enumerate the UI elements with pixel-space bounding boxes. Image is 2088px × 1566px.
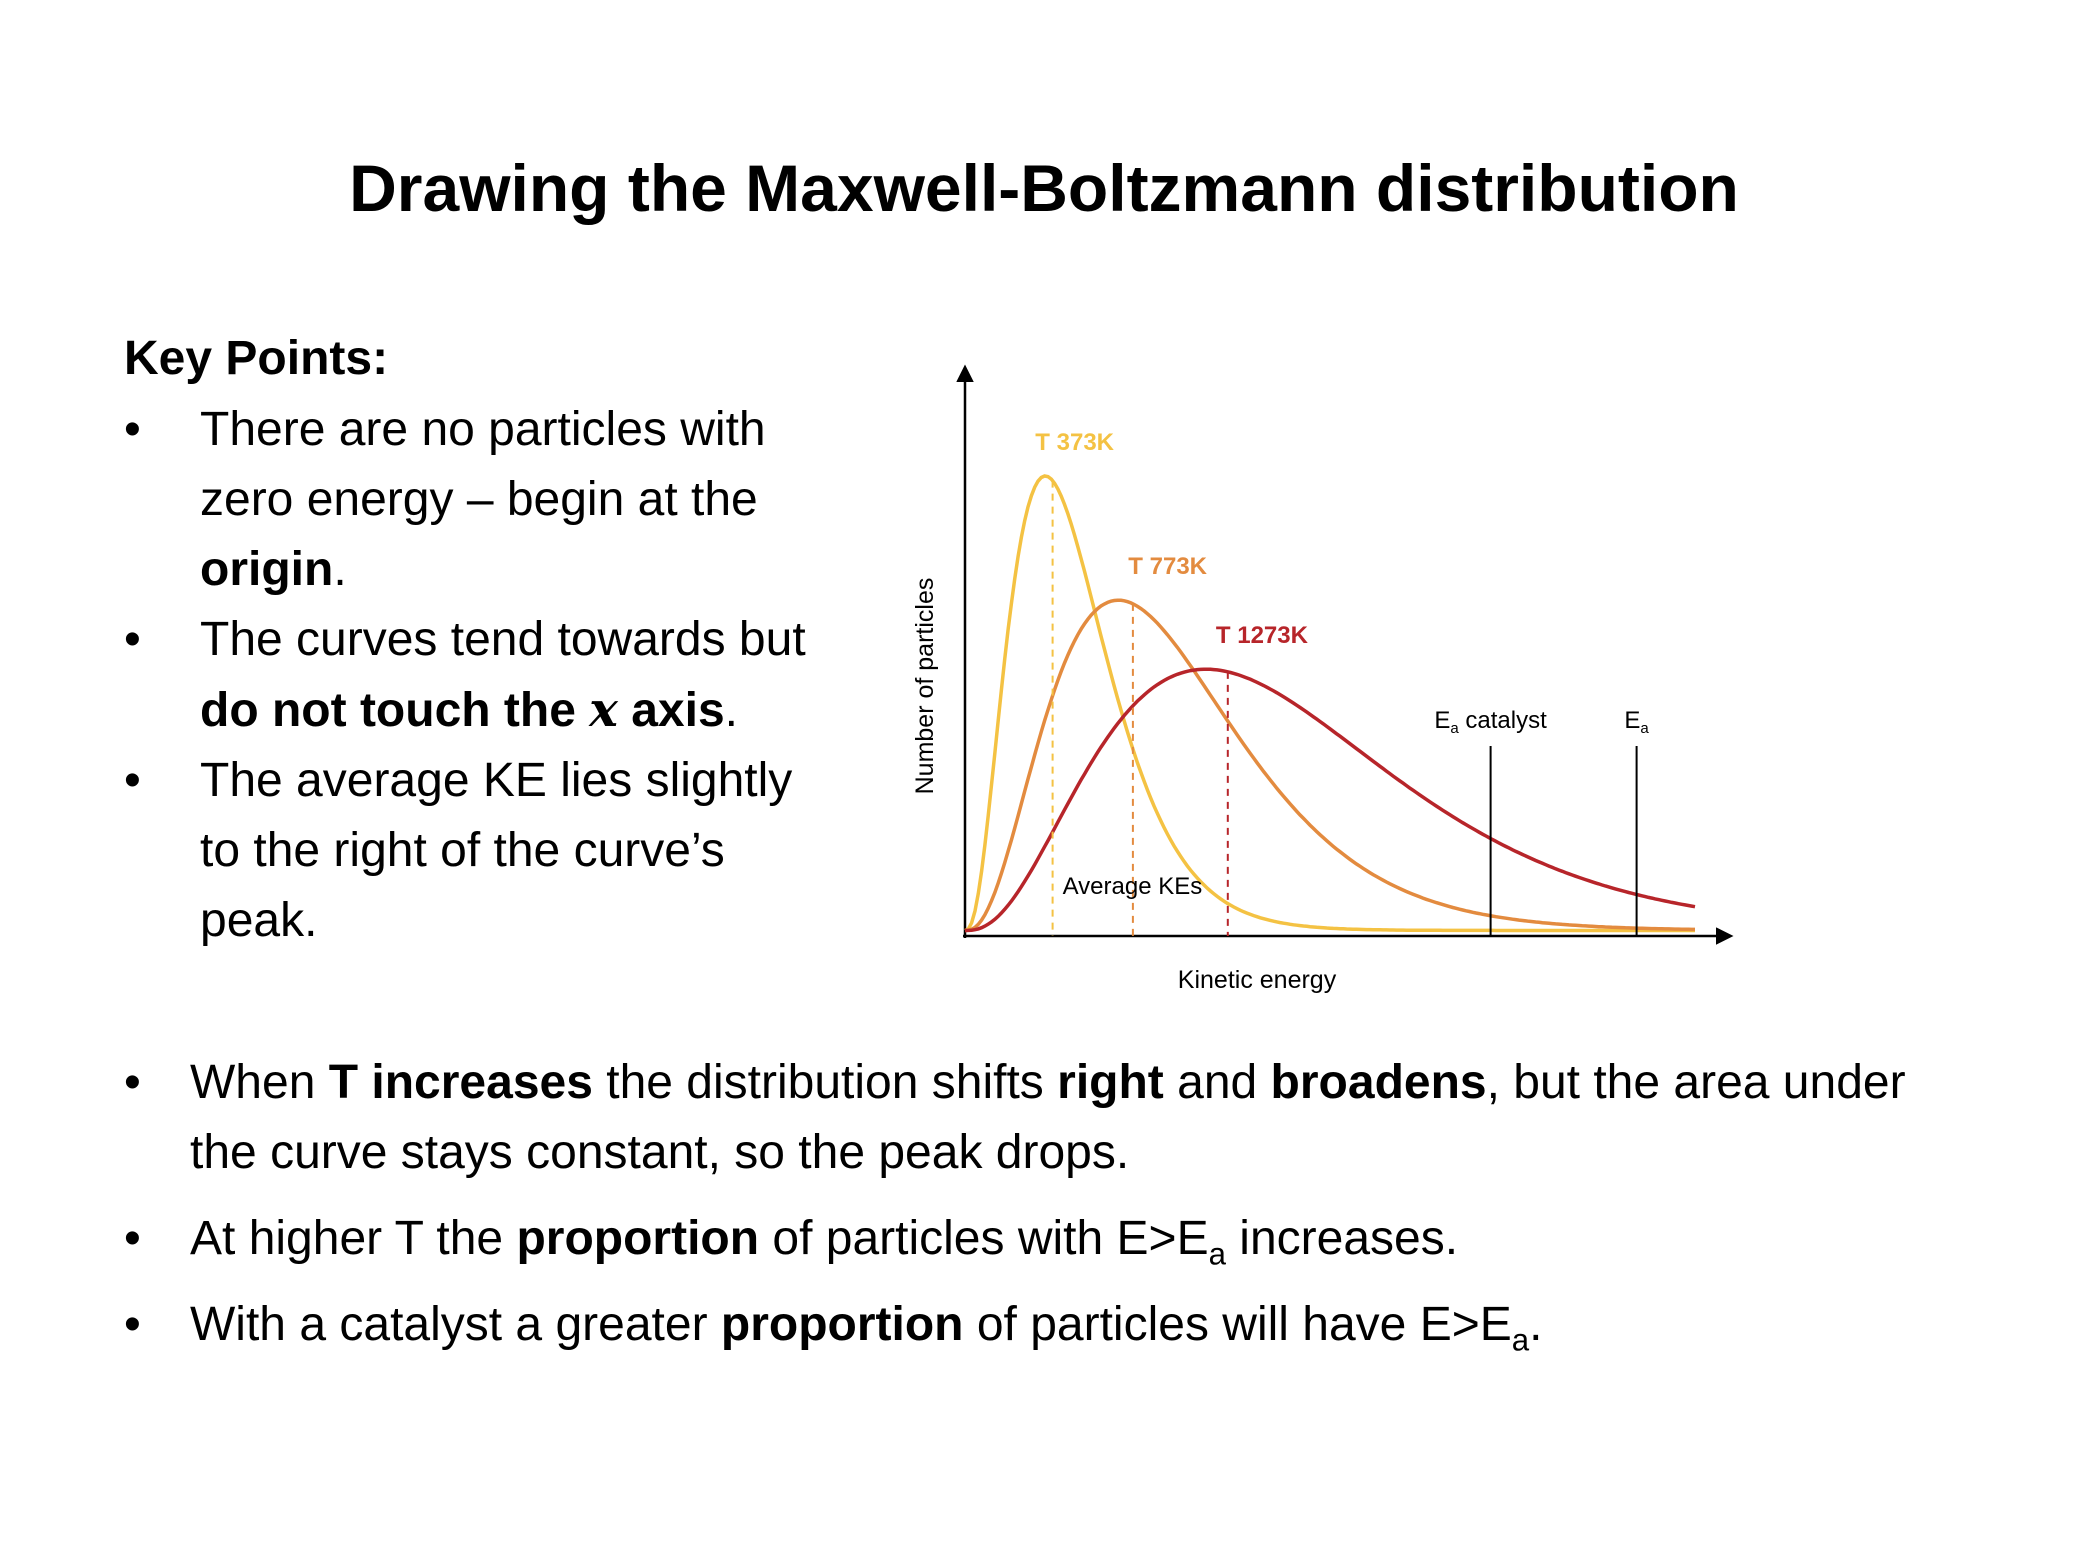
text-segment: . <box>333 543 347 596</box>
activation-energy-label: $E_a$ <box>1624 707 1649 737</box>
text-segment: the distribution shifts <box>592 1056 1058 1109</box>
bullet-marker: • <box>124 1212 141 1265</box>
text-segment: increases. <box>1225 1212 1459 1265</box>
series-label: T 773K <box>1128 553 1208 581</box>
key-points-heading: Key Points: <box>124 332 389 385</box>
text-segment: and <box>1163 1056 1271 1109</box>
curve-t-373k <box>965 476 1695 931</box>
bullet-item <box>124 1290 1984 1360</box>
subscript-text: a <box>1208 1236 1226 1272</box>
text-segment: . <box>724 684 738 737</box>
average-ke-label: Average KEs <box>1062 873 1203 900</box>
subscript-text: a <box>1511 1322 1530 1358</box>
bold-text: axis <box>617 684 725 737</box>
bold-text: origin <box>200 543 334 596</box>
series-label: T 373K <box>1035 429 1115 456</box>
key-point-item <box>124 746 844 956</box>
bold-text: proportion <box>516 1212 760 1265</box>
text-segment: of particles with E>E <box>759 1212 1209 1265</box>
bullet-marker: • <box>124 613 141 666</box>
conclusions-list <box>124 1048 1984 1360</box>
bold-text: x <box>589 682 618 738</box>
activation-energy-label: $E_a$ catalyst <box>1434 707 1547 737</box>
bold-text: do not touch the <box>200 684 590 737</box>
text-segment: The curves tend towards but <box>200 613 806 666</box>
bullet-marker: • <box>124 1056 141 1109</box>
text-segment: When <box>190 1056 329 1109</box>
text-segment: of particles will have E>E <box>963 1298 1512 1351</box>
bold-text: T increases <box>328 1056 593 1109</box>
bullet-marker: • <box>124 754 141 807</box>
key-point-item <box>124 395 844 605</box>
bullet-marker: • <box>124 403 141 456</box>
y-axis-label: Number of particles <box>911 577 939 795</box>
text-segment: . <box>1529 1298 1543 1351</box>
bullet-marker: • <box>124 1298 141 1351</box>
bold-text: proportion <box>720 1298 964 1351</box>
text-segment: At higher T the <box>190 1212 517 1265</box>
text-segment: , but the area under the curve stays constant, so the peak drops. <box>190 1056 1906 1179</box>
bullet-item <box>124 1204 1984 1274</box>
x-axis-label: Kinetic energy <box>1177 966 1337 994</box>
key-point-item <box>124 605 844 746</box>
bullet-item <box>124 1048 1984 1188</box>
bold-text: right <box>1057 1056 1164 1109</box>
maxwell-boltzmann-chart <box>880 350 1740 1010</box>
slide-title: Drawing the Maxwell-Boltzmann distribution <box>349 151 1739 225</box>
series-label: T 1273K <box>1215 622 1308 650</box>
bold-text: broadens <box>1270 1056 1487 1109</box>
text-segment: With a catalyst a greater <box>190 1298 721 1351</box>
key-points-list <box>124 395 844 956</box>
text-segment: The average KE lies slightly to the right of the curve’s peak. <box>200 754 793 947</box>
text-segment: There are no particles with zero energy – begin at the <box>200 403 766 526</box>
